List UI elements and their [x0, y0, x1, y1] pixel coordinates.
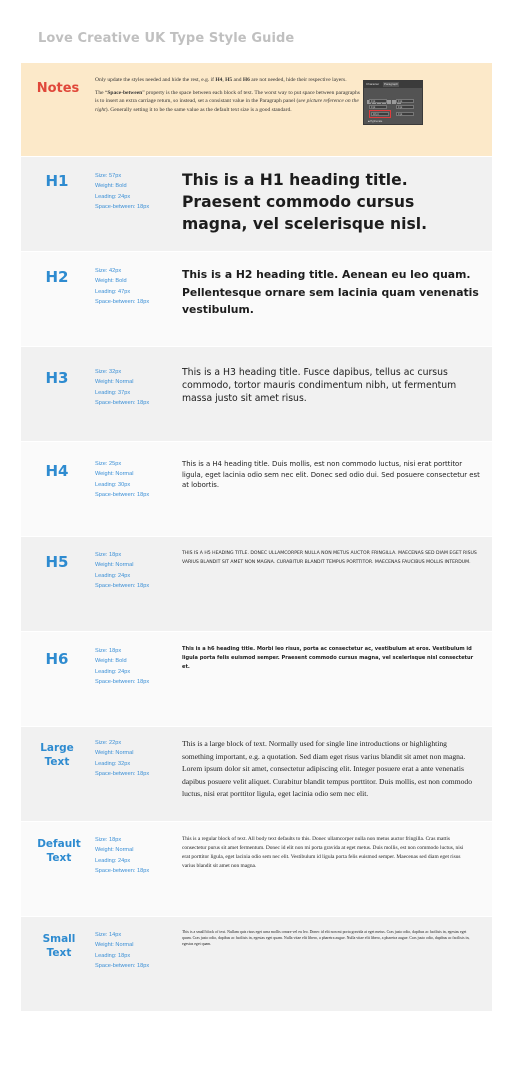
- tab-paragraph: Paragraph: [384, 82, 399, 86]
- style-sample-h2: This is a H2 heading title. Aenean eu leo quam. Pellentesque ornare sem lacinia quam venenatis vestibulum.: [182, 268, 479, 316]
- style-label-small-text: Small Text: [42, 933, 76, 959]
- notes-text: [95, 76, 361, 119]
- notes-paragraph-1: Only update the styles needed and hide the rest, e.g. if H4, H5 and H6 are not needed, hide their respective layers.: [95, 77, 347, 83]
- style-specs-h6: Size: 18px Weight: Bold Leading: 24px Space-between: 18px: [95, 648, 150, 685]
- indent-left-field: 0 pt: [369, 99, 387, 103]
- style-specs-large-text: Size: 22px Weight: Normal Leading: 32px Space-between: 18px: [95, 740, 150, 777]
- style-specs-default-text: Size: 18px Weight: Normal Leading: 24px Space-between: 18px: [95, 837, 150, 874]
- space-before-field: 18 pt: [371, 112, 389, 116]
- style-sample-h6: This is a h6 heading title. Morbi leo risus, porta ac consectetur ac, vestibulum at eros. Vestibulum id ligula porta felis euismod semper. Praesent commodo cursus magna, vel scelerisque nisl consectetur et.: [182, 646, 474, 671]
- style-label-default-text: Default Text: [37, 838, 81, 864]
- style-sample-default-text: This is a regular block of text. All body text defaults to this. Donec ullamcorper nulla non metus auctor fringilla. Cras mattis consectetur purus sit amet fermentum. Donec id elit non mi porta gravida at eget metus. Duis mollis, est non commodo luctus, nisi erat porttitor ligula, eget lacinia odio sem nec elit. Vestibulum id ligula porta felis euismod semper. Maecenas sed diam eget risus varius blandit sit amet non magna.: [182, 836, 464, 869]
- style-specs-h1: Size: 57px Weight: Bold Leading: 24px Space-between: 18px: [95, 173, 150, 210]
- style-label-h3: H3: [45, 369, 69, 387]
- style-sample-h3: This is a H3 heading title. Fusce dapibus, tellus ac cursus commodo, tortor mauris condimentum nibh, ut fermentum massa justo sit amet risus.: [182, 367, 457, 405]
- space-between-highlight: [369, 110, 391, 118]
- style-sample-h5: THIS IS A H5 HEADING TITLE. DONEC ULLAMCORPER NULLA NON METUS AUCTOR FRINGILLA. MAECENAS SED DIAM EGET RISUS VARIUS BLANDIT SIT AMET NON MAGNA. CURABITUR BLANDIT TEMPUS PORTTITOR. MAECENAS FAUCIBUS MOLLIS INTERDUM.: [182, 551, 477, 566]
- tab-character: Character: [366, 82, 380, 86]
- space-after-field: 0 pt: [396, 112, 414, 116]
- notes-label: Notes: [36, 81, 80, 96]
- notes-section: [21, 63, 492, 156]
- style-specs-small-text: Size: 14px Weight: Normal Leading: 18px Space-between: 18px: [95, 932, 150, 969]
- style-specs-h2: Size: 42px Weight: Bold Leading: 47px Space-between: 18px: [95, 268, 150, 305]
- style-sample-small-text: This is a small block of text. Nullam quis risus eget urna mollis ornare vel eu leo. Donec id elit non mi porta gravida at eget metus. Cras justo odio, dapibus ac facilisis in, egestas eget quam. Cras justo odio, dapibus ac facilisis in, egestas eget quam. Nulla vitae elit libero, a pharetra augue. Nulla vitae elit libero, a pharetra augue. Cras justo odio, dapibus ac facilisis in, egestas eget quam.: [182, 930, 470, 946]
- style-label-h2: H2: [45, 268, 69, 286]
- notes-paragraph-2: The “Space-between” property is the space between each block of text. The worst way to put space between paragraphs is to insert an extra carriage return, so instead, set a consistant value in the Paragraph panel (see picture reference on the right). Generally setting it to be the same value as the default text size is a good standard.: [95, 90, 360, 113]
- paragraph-panel-screenshot: [363, 80, 423, 125]
- page-title: Love Creative UK Type Style Guide: [38, 31, 295, 46]
- style-label-large-text: Large Text: [40, 742, 74, 768]
- last-line-indent-field: 0 pt: [396, 105, 414, 109]
- style-specs-h4: Size: 25px Weight: Normal Leading: 30px Space-between: 18px: [95, 461, 150, 498]
- style-sample-h4: This is a H4 heading title. Duis mollis, est non commodo luctus, nisi erat porttitor ligula, eget lacinia odio sem nec elit. Donec sed odio dui. Sed posuere consectetur est at lobortis.: [182, 460, 480, 490]
- style-specs-h5: Size: 18px Weight: Normal Leading: 24px Space-between: 18px: [95, 552, 150, 589]
- style-label-h1: H1: [45, 172, 69, 190]
- style-label-h4: H4: [45, 462, 69, 480]
- style-sample-large-text: This is a large block of text. Normally used for single line introductions or highlighting something important, e.g. a quotation. Sed diam eget risus varius blandit sit amet non magna. Lorem ipsum dolor sit amet, consectetur adipiscing elit. Integer posuere erat a ante venenatis dapibus posuere velit aliquet. Curabitur blandit tempus porttitor. Duis mollis, est non commodo luctus, nisi erat porttitor ligula, eget lacinia odio sem nec elit.: [182, 739, 473, 799]
- style-label-h5: H5: [45, 553, 69, 571]
- first-line-indent-field: 0 pt: [369, 105, 387, 109]
- style-specs-h3: Size: 32px Weight: Normal Leading: 37px Space-between: 18px: [95, 369, 150, 406]
- style-sample-h1: This is a H1 heading title. Praesent commodo cursus magna, vel scelerisque nisl.: [182, 171, 428, 233]
- indent-right-field: 0 pt: [396, 99, 414, 103]
- style-label-h6: H6: [45, 650, 69, 668]
- hyphenate-checkbox: ■ Hyphenate: [368, 120, 383, 123]
